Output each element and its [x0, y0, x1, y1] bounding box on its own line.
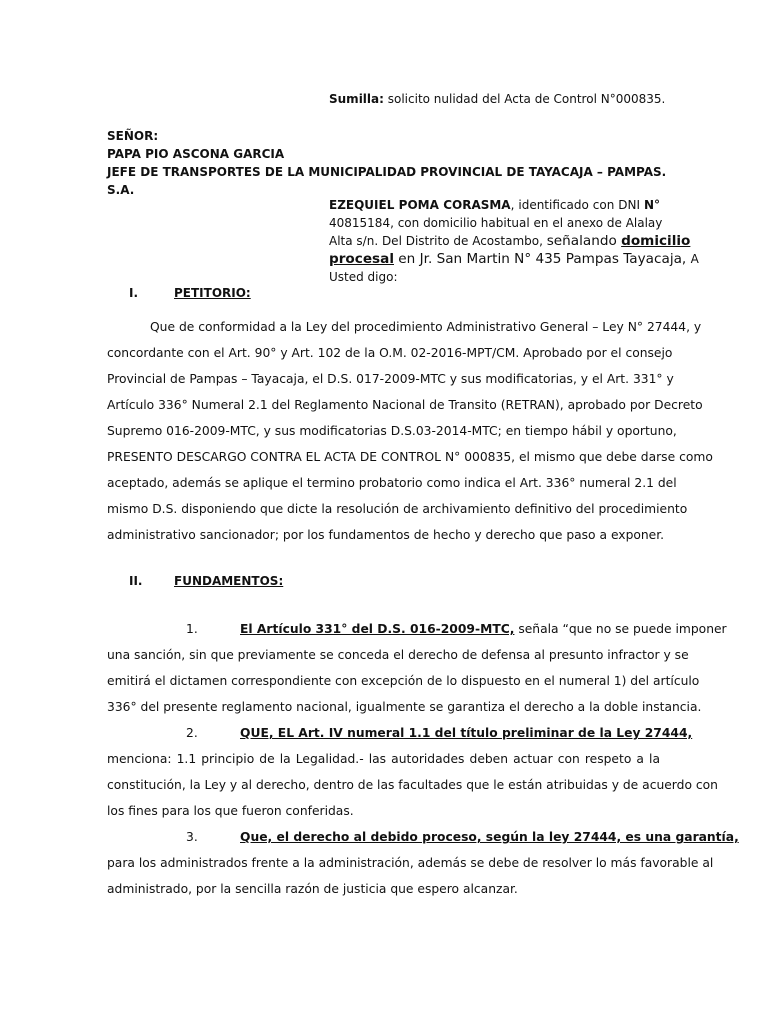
section-1-title: PETITORIO: [174, 286, 251, 300]
fundamento-head: 1. El Artículo 331° del D.S. 016-2009-MTC, señala “que no se puede imponer [186, 622, 727, 636]
item-number: 2. [186, 726, 198, 740]
sumilla [329, 92, 665, 106]
fundamento-line: para los administrados frente a la administración, además se debe de resolver lo más favorable al [107, 856, 714, 870]
petitorio-line: Supremo 016-2009-MTC, y sus modificatorias D.S.03-2014-MTC; en tiempo hábil y oportuno, [107, 424, 677, 438]
section-2-numeral: II. [129, 574, 143, 588]
fundamento-line: los fines para los que fueron conferidas. [107, 804, 354, 818]
identification-line-5: Usted digo: [329, 270, 398, 284]
sumilla-label: Sumilla: [329, 92, 384, 106]
addressee-position: JEFE DE TRANSPORTES DE LA MUNICIPALIDAD PROVINCIAL DE TAYACAJA – PAMPAS. [107, 165, 667, 179]
identification-line-3: Alta s/n. Del Distrito de Acostambo, señalando domicilio [329, 233, 691, 249]
petitorio-line: Provincial de Pampas – Tayacaja, el D.S. 017-2009-MTC y sus modificatorias, y el Art. 331° y [107, 372, 674, 386]
petitorio-line: administrativo sancionador; por los fundamentos de hecho y derecho que paso a exponer. [107, 528, 665, 542]
item-number: 1. [186, 622, 198, 636]
identification-line-4: procesal en Jr. San Martin N° 435 Pampas Tayacaja, A [329, 251, 699, 267]
item-heading: Que, el derecho al debido proceso, según la ley 27444, es una garantía, [240, 830, 739, 844]
petitioner-name: EZEQUIEL POMA CORASMA [329, 198, 511, 212]
petitorio-line: Que de conformidad a la Ley del procedimiento Administrativo General – Ley N° 27444, y [150, 320, 702, 334]
fundamento-line: administrado, por la sencilla razón de justicia que espero alcanzar. [107, 882, 518, 896]
fundamento-line: menciona: 1.1 principio de la Legalidad.- las autoridades deben actuar con respeto a la [107, 752, 660, 766]
item-heading: QUE, EL Art. IV numeral 1.1 del título preliminar de la Ley 27444, [240, 726, 693, 740]
fundamento-head [186, 828, 739, 846]
petitorio-line: PRESENTO DESCARGO CONTRA EL ACTA DE CONTROL N° 000835, el mismo que debe darse como [107, 450, 713, 464]
petitorio-line: concordante con el Art. 90° y Art. 102 de la O.M. 02-2016-MPT/CM. Aprobado por el consejo [107, 346, 673, 360]
petitorio-line: Artículo 336° Numeral 2.1 del Reglamento Nacional de Transito (RETRAN), aprobado por Decreto [107, 398, 703, 412]
item-heading: El Artículo 331° del D.S. 016-2009-MTC, [240, 622, 515, 636]
petitorio-line: aceptado, además se aplique el termino probatorio como indica el Art. 336° numeral 2.1 del [107, 476, 677, 490]
fundamento-line: emitirá el dictamen correspondiente con excepción de lo dispuesto en el numeral 1) del artículo [107, 674, 700, 688]
addressee-salutation: SEÑOR: [107, 129, 159, 143]
section-1-numeral: I. [129, 286, 139, 300]
identification-line-1: EZEQUIEL POMA CORASMA, identificado con DNI N° [329, 198, 660, 212]
addressee-block [107, 127, 666, 199]
addressee-sa: S.A. [107, 183, 135, 197]
fundamento-line: constitución, la Ley y al derecho, dentro de las facultades que le están atribuidas y de acuerdo con [107, 778, 718, 792]
petitorio-line: mismo D.S. disponiendo que dicte la resolución de archivamiento definitivo del procedimiento [107, 502, 688, 516]
fundamento-line: una sanción, sin que previamente se conceda el derecho de defensa al presunto infractor y se [107, 648, 689, 662]
sumilla-text: solicito nulidad del Acta de Control N°000835. [383, 92, 666, 106]
section-2-title: FUNDAMENTOS: [174, 574, 284, 588]
addressee-name: PAPA PIO ASCONA GARCIA [107, 147, 285, 161]
fundamento-head [186, 724, 693, 742]
identification-line-2: 40815184, con domicilio habitual en el anexo de Alalay [329, 216, 663, 230]
fundamento-line: 336° del presente reglamento nacional, igualmente se garantiza el derecho a la doble instancia. [107, 700, 702, 714]
item-number: 3. [186, 830, 198, 844]
